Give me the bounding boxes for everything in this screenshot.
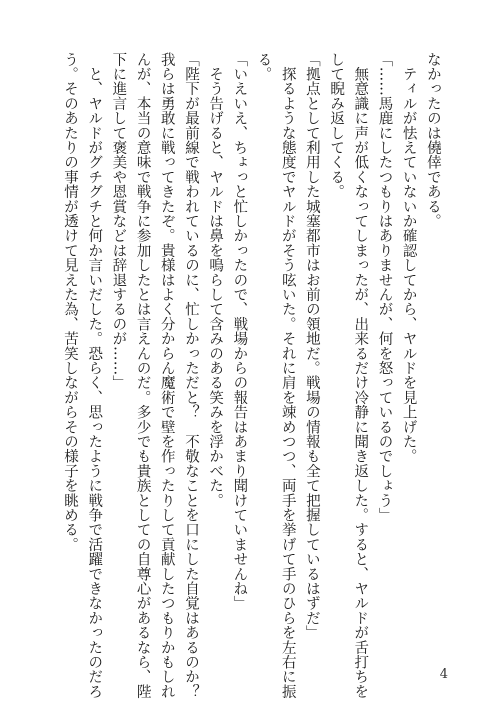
text-line: 探るような態度でヤルドがそう呟いた。それに肩を竦めつつ、両手を挙げて手のひらを左右に振 (279, 52, 296, 699)
text-line: なかったのは僥倖である。 (424, 52, 441, 229)
text-line: ティルが怯えていないか確認してから、ヤルドを見上げた。 (400, 52, 417, 464)
text-line: 「いえいえ、ちょっと忙しかったので、戦場からの報告はあまり聞けていませんね」 (231, 52, 248, 611)
text-line: 我らは勇敢に戦ってきたぞ。貴様はよく分からん魔術で壁を作ったりして貢献したつもりかもしれ (158, 52, 175, 699)
vertical-text-body (62, 52, 441, 699)
text-line: 下に進言して褒美や恩賞などは辞退するのが……」 (110, 52, 127, 391)
text-line: う。そのあたりの事情が透けて見えた為、苦笑しながらその様子を眺める。 (62, 52, 78, 552)
text-line: 「拠点として利用した城塞都市はお前の領地だ。戦場の情報も全て把握しているはずだ」 (303, 52, 320, 640)
page-number: 4 (439, 667, 448, 682)
text-line: んが、本当の意味で戦争に参加したとは言えんのだ。多少でも貴族としての自尊心があるなら、陛 (134, 52, 151, 699)
text-line: して睨み返してくる。 (328, 52, 345, 199)
text-line: そう告げると、ヤルドは鼻を鳴らして含みのある笑みを浮かべた。 (207, 52, 224, 508)
text-line: 「陛下が最前線で戦われているのに、忙しかっただと？ 不敬なことを口にした自覚はあるのか？ (182, 52, 199, 699)
text-line: と、ヤルドがグチグチと何か言いだした。恐らく、思ったように戦争で活躍できなかったのだろ (86, 52, 103, 699)
text-line: 「……馬鹿にしたつもりはありませんが、何を怒っているのでしょう」 (376, 52, 393, 523)
text-line: 無意識に声が低くなってしまったが、出来るだけ冷静に聞き返した。すると、ヤルドが舌打ちを (352, 52, 369, 699)
text-line: る。 (255, 52, 272, 82)
